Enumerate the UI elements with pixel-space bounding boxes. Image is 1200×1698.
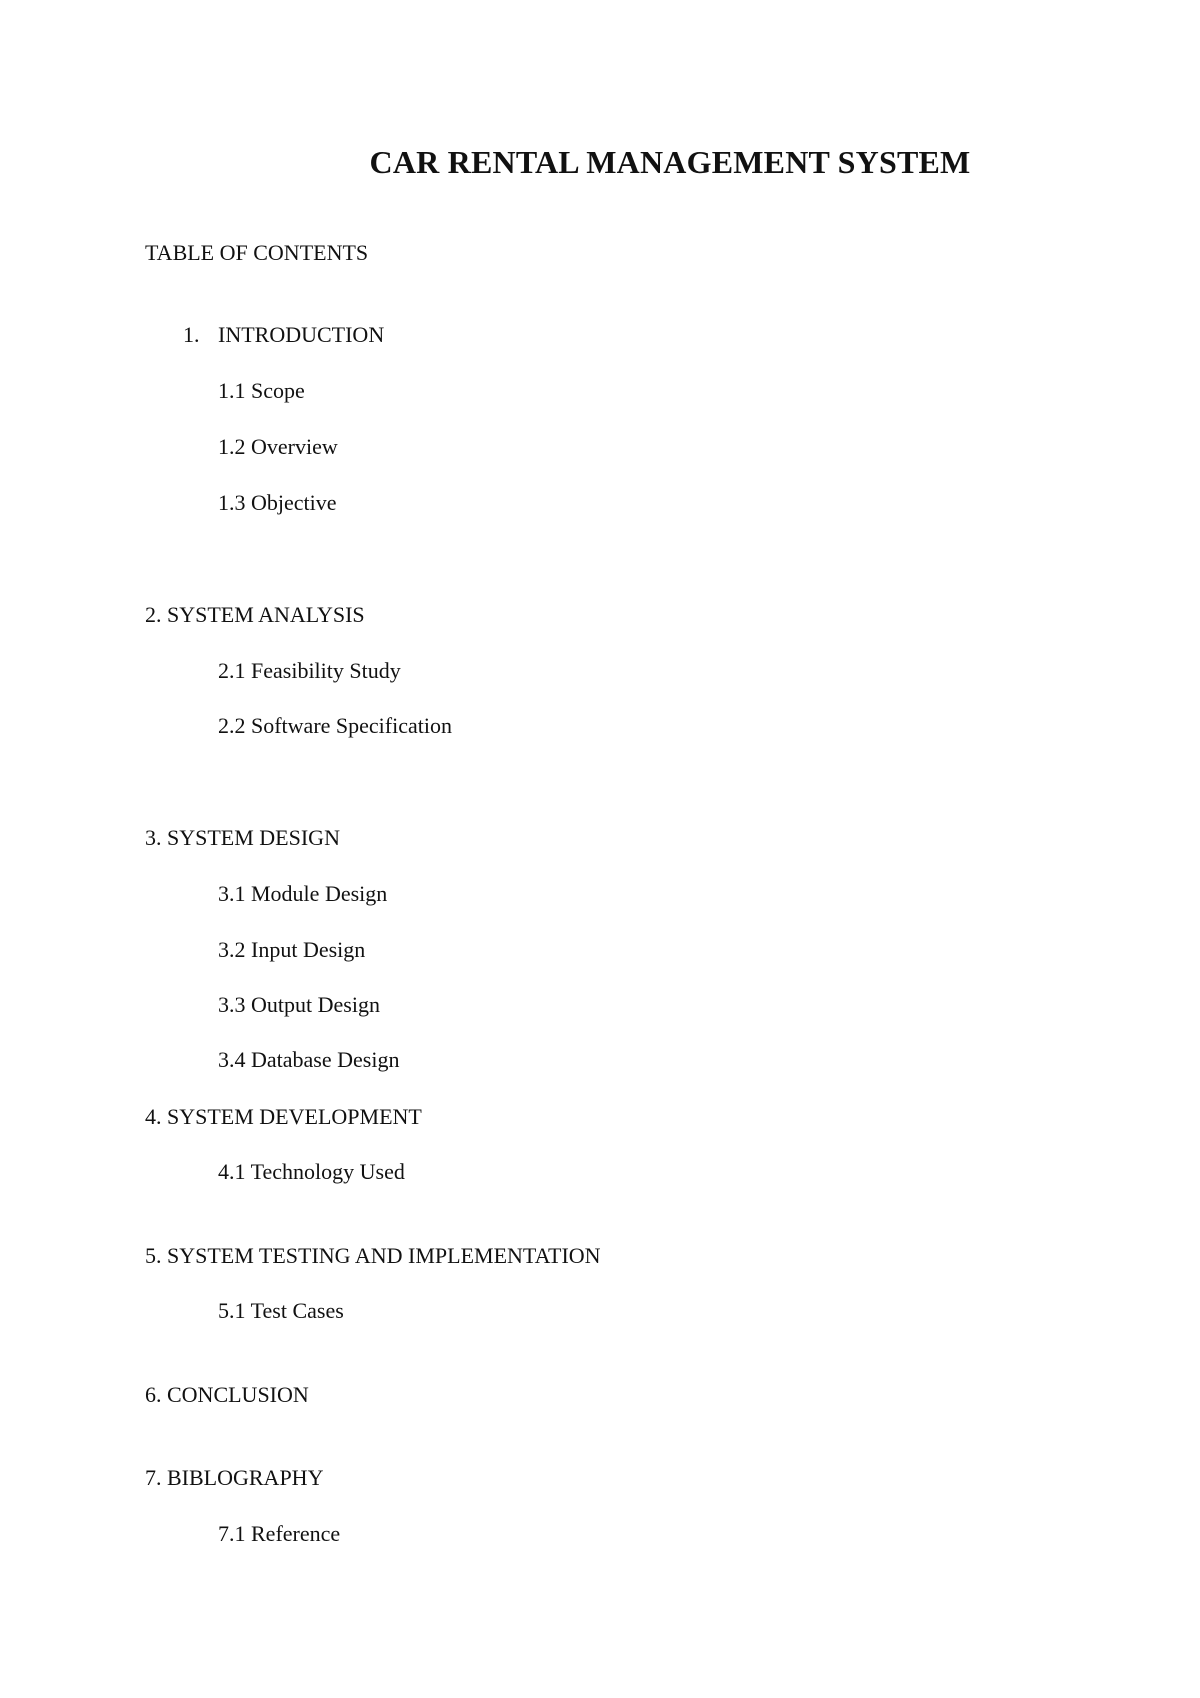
toc-section-5: 5. SYSTEM TESTING AND IMPLEMENTATION — [145, 1243, 601, 1268]
toc-entry-3-1: 3.1 Module Design — [218, 881, 388, 906]
toc-entry-4-1: 4.1 Technology Used — [218, 1159, 405, 1184]
toc-section-7: 7. BIBLOGRAPHY — [145, 1465, 324, 1490]
toc-section-1-label: INTRODUCTION — [218, 322, 385, 347]
toc-section-6: 6. CONCLUSION — [145, 1382, 309, 1407]
toc-entry-5-1: 5.1 Test Cases — [218, 1298, 344, 1323]
toc-entry-3-3: 3.3 Output Design — [218, 992, 380, 1017]
toc-entry-1-2: 1.2 Overview — [218, 434, 338, 459]
toc-entry-3-2: 3.2 Input Design — [218, 937, 366, 962]
toc-entry-1-3: 1.3 Objective — [218, 490, 337, 515]
toc-section-2: 2. SYSTEM ANALYSIS — [145, 602, 365, 627]
toc-section-1-number: 1. — [183, 322, 200, 347]
toc-entry-3-4: 3.4 Database Design — [218, 1047, 400, 1072]
toc-section-1 — [183, 324, 384, 346]
toc-section-3: 3. SYSTEM DESIGN — [145, 825, 340, 850]
toc-heading: TABLE OF CONTENTS — [145, 240, 369, 265]
toc-section-4: 4. SYSTEM DEVELOPMENT — [145, 1104, 422, 1129]
toc-entry-2-1: 2.1 Feasibility Study — [218, 658, 401, 683]
document-title: CAR RENTAL MANAGEMENT SYSTEM — [369, 144, 971, 180]
toc-entry-2-2: 2.2 Software Specification — [218, 713, 452, 738]
toc-entry-1-1: 1.1 Scope — [218, 378, 305, 403]
toc-entry-7-1: 7.1 Reference — [218, 1521, 341, 1546]
